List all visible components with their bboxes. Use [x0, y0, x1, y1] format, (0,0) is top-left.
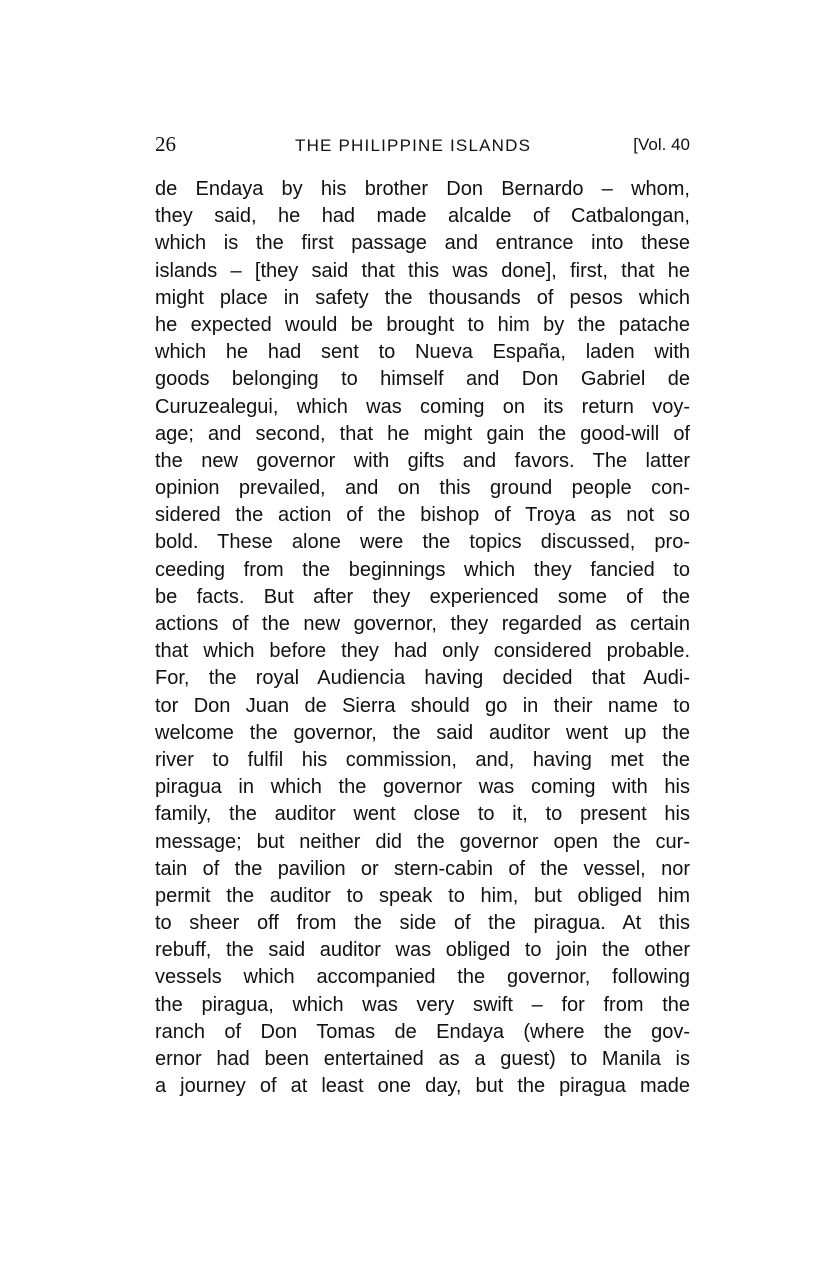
text-line: actions of the new governor, they regarded as certain — [155, 613, 690, 635]
text-line: river to fulfil his commission, and, having met the — [155, 748, 690, 771]
volume-label: [Vol. 40 — [633, 135, 690, 154]
text-line: the new governor with gifts and favors. The latter — [155, 449, 690, 472]
text-line: which he had sent to Nueva España, laden with — [155, 341, 690, 364]
text-line: ceeding from the beginnings which they fancied to — [155, 558, 690, 581]
text-line: islands – [they said that this was done], first, that he — [155, 259, 690, 282]
running-title: THE PHILIPPINE ISLANDS — [295, 136, 532, 155]
text-line: piragua in which the governor was coming with his — [155, 776, 690, 799]
text-line: tain of the pavilion or stern-cabin of the vessel, nor — [155, 857, 690, 880]
text-line: to sheer off from the side of the piragua. At this — [155, 912, 690, 935]
text-line: goods belonging to himself and Don Gabriel de — [155, 368, 690, 391]
text-line: a journey of at least one day, but the piragua made — [155, 1075, 690, 1098]
text-line: age; and second, that he might gain the good-will of — [155, 422, 690, 445]
running-head — [155, 132, 690, 162]
text-line: vessels which accompanied the governor, following — [155, 966, 690, 989]
text-line: that which before they had only considered probable. — [155, 640, 690, 663]
text-line: bold. These alone were the topics discussed, pro- — [155, 531, 690, 554]
text-line: rebuff, the said auditor was obliged to join the other — [155, 939, 690, 962]
text-line: message; but neither did the governor open the cur- — [155, 830, 690, 853]
body-text — [155, 176, 690, 1100]
text-line: ranch of Don Tomas de Endaya (where the gov- — [155, 1020, 690, 1043]
text-line: tor Don Juan de Sierra should go in their name to — [155, 694, 690, 717]
text-line: permit the auditor to speak to him, but obliged him — [155, 884, 690, 907]
text-line: be facts. But after they experienced some of the — [155, 585, 690, 608]
text-line: family, the auditor went close to it, to present his — [155, 803, 690, 826]
text-line: the piragua, which was very swift – for from the — [155, 993, 690, 1016]
text-line: Curuzealegui, which was coming on its return voy- — [155, 395, 690, 418]
text-line: he expected would be brought to him by the patache — [155, 313, 690, 336]
text-line: which is the first passage and entrance into these — [155, 232, 690, 255]
text-line: For, the royal Audiencia having decided that Audi- — [155, 667, 690, 690]
text-line: might place in safety the thousands of pesos which — [155, 286, 690, 309]
text-line: opinion prevailed, and on this ground people con- — [155, 477, 690, 500]
text-line: they said, he had made alcalde of Catbalongan, — [155, 205, 690, 228]
text-line: welcome the governor, the said auditor went up the — [155, 721, 690, 744]
page-number: 26 — [155, 132, 176, 156]
text-line: sidered the action of the bishop of Troya as not so — [155, 504, 690, 527]
text-line: de Endaya by his brother Don Bernardo – whom, — [155, 178, 690, 200]
text-line: ernor had been entertained as a guest) to Manila is — [155, 1048, 690, 1070]
